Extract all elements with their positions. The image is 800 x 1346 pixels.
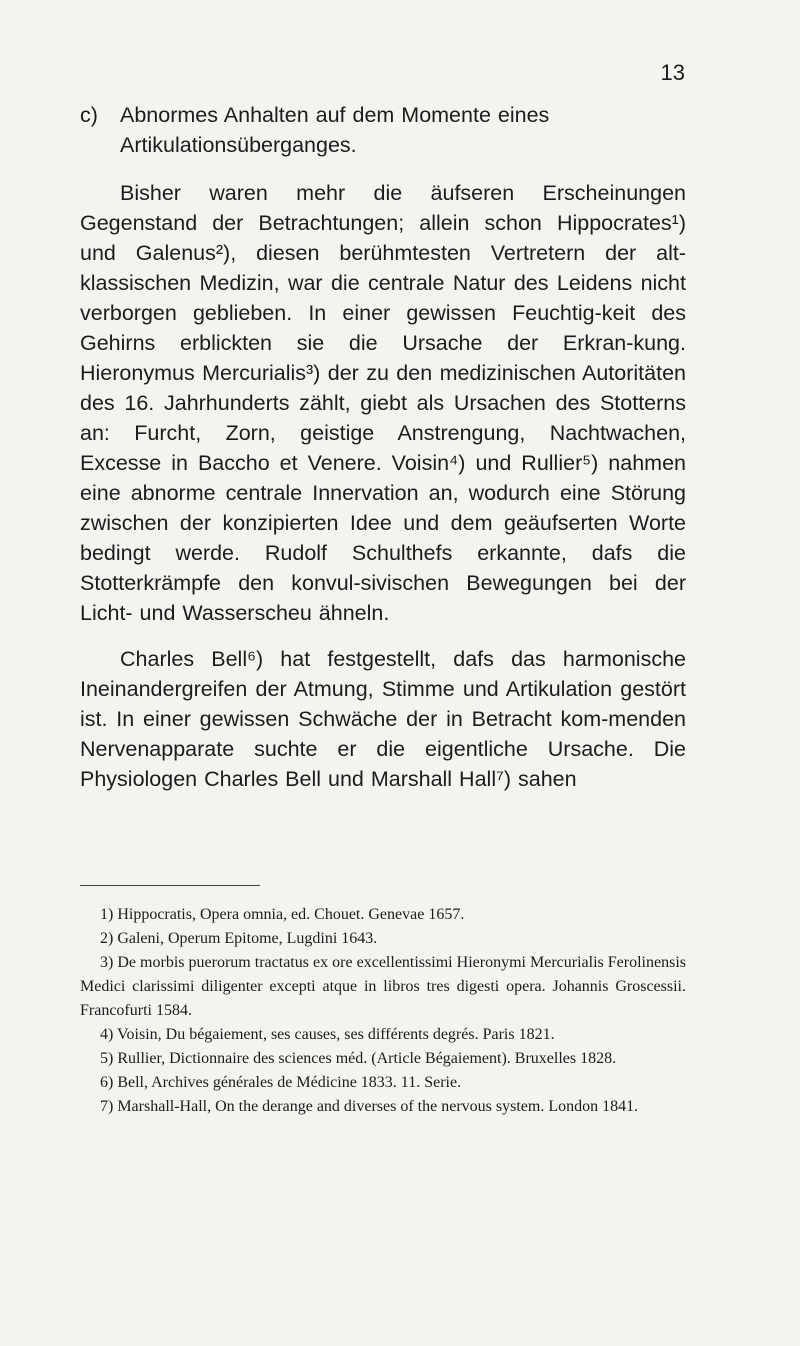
section-heading: [80, 100, 686, 160]
section-title: Abnormes Anhalten auf dem Momente eines Artikulationsüberganges.: [120, 103, 550, 157]
footnotes: [80, 903, 686, 1119]
page-number: 13: [660, 60, 685, 85]
footnote-1: 1) Hippocratis, Opera omnia, ed. Chouet. Genevae 1657.: [100, 906, 465, 923]
footnote-5: 5) Rullier, Dictionnaire des sciences méd. (Article Bégaiement). Bruxelles 1828.: [100, 1050, 617, 1067]
main-text: [80, 96, 686, 810]
section-label: c): [80, 103, 98, 127]
footnote-2: 2) Galeni, Operum Epitome, Lugdini 1643.: [100, 930, 378, 947]
footnote-4: 4) Voisin, Du bégaiement, ses causes, ses différents degrés. Paris 1821.: [100, 1026, 555, 1043]
footnote-3: 3) De morbis puerorum tractatus ex ore excellentissimi Hieronymi Mercurialis Ferolinensis Medici clarissimi diligenter excepti atque in libros tres digesti opera. Johannis Groscessii. Francofurti 1584.: [80, 954, 686, 1019]
footnote-7: 7) Marshall-Hall, On the derange and diverses of the nervous system. London 1841.: [100, 1098, 639, 1115]
paragraph-2: Charles Bell⁶) hat festgestellt, dafs das harmonische Ineinandergreifen der Atmung, Stimme und Artikulation gestört ist. In einer gewissen Schwäche der in Betracht kom-menden Nervenapparate suchte er die eigentliche Ursache. Die Physiologen Charles Bell und Marshall Hall⁷) sahen: [80, 647, 686, 791]
footnote-6: 6) Bell, Archives générales de Médicine 1833. 11. Serie.: [100, 1074, 462, 1091]
paragraph-1: Bisher waren mehr die äufseren Erscheinungen Gegenstand der Betrachtungen; allein schon Hippocrates¹) und Galenus²), diesen berühmtesten Vertretern der alt-klassischen Medizin, war die centrale Natur des Leidens nicht verborgen geblieben. In einer gewissen Feuchtig-keit des Gehirns erblickten sie die Ursache der Erkran-kung. Hieronymus Mercurialis³) der zu den medizinischen Autoritäten des 16. Jahrhunderts zählt, giebt als Ursachen des Stotterns an: Furcht, Zorn, geistige Anstrengung, Nachtwachen, Excesse in Baccho et Venere. Voisin⁴) und Rullier⁵) nahmen eine abnorme centrale Innervation an, wodurch eine Störung zwischen der konzipierten Idee und dem geäufserten Worte bedingt werde. Rudolf Schulthefs erkannte, dafs die Stotterkrämpfe den konvul-sivischen Bewegungen bei der Licht- und Wasserscheu ähneln.: [80, 181, 686, 625]
footnote-divider: [80, 885, 260, 886]
